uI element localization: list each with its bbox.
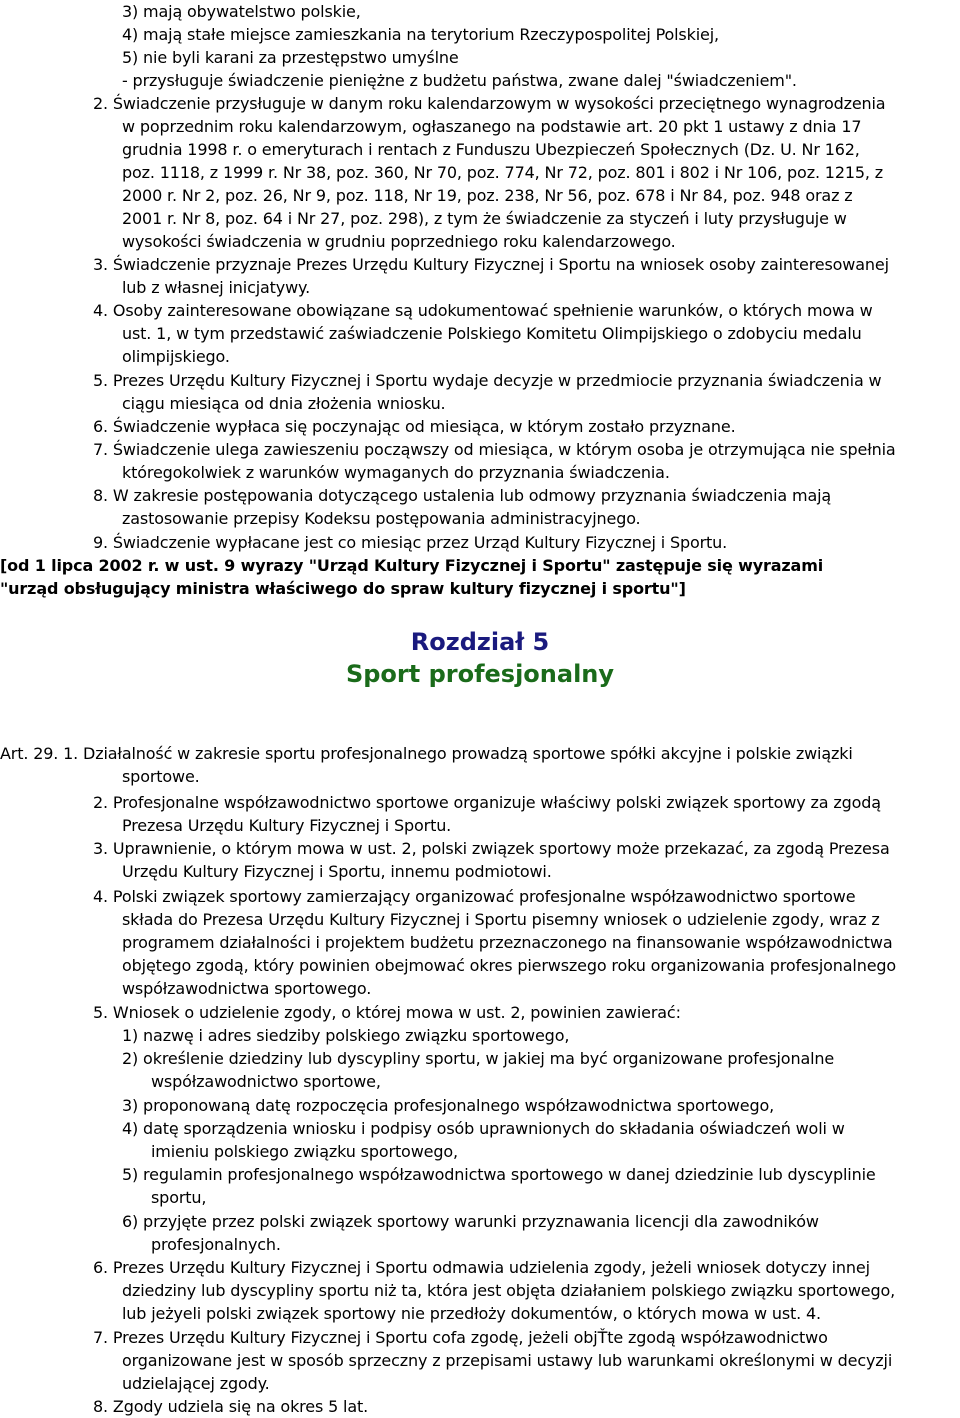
chapter-number: Rozdział 5 (410, 628, 550, 656)
text-line: lub z własnej inicjatywy. (122, 278, 311, 297)
text-line: 9. Świadczenie wypłacane jest co miesiąc przez Urząd Kultury Fizycznej i Sportu. (93, 533, 728, 552)
text-line: lub jeżyeli polski związek sportowy nie przedłoży dokumentów, o których mowa w ust. 4. (122, 1304, 821, 1323)
text-line: 3. Uprawnienie, o którym mowa w ust. 2, polski związek sportowy może przekazać, za zgodą Prezesa (93, 839, 890, 858)
text-line: 3) mają obywatelstwo polskie, (122, 2, 361, 21)
text-line: programem działalności i projektem budżetu przeznaczonego na finansowanie współzawodnictwa (122, 933, 893, 952)
text-line: objętego zgodą, który powinien obejmować okres pierwszego roku organizowania profesjonalnego (122, 956, 897, 975)
text-line: 2. Profesjonalne współzawodnictwo sportowe organizuje właściwy polski związek sportowy za zgodą (93, 793, 881, 812)
text-line: współzawodnictwo sportowe, (151, 1072, 381, 1091)
text-line: 2. Świadczenie przysługuje w danym roku kalendarzowym w wysokości przeciętnego wynagrodzenia (93, 94, 886, 113)
text-line: 8. W zakresie postępowania dotyczącego ustalenia lub odmowy przyznania świadczenia mają (93, 486, 832, 505)
amendment-note-line: [od 1 lipca 2002 r. w ust. 9 wyrazy "Urząd Kultury Fizycznej i Sportu" zastępuje się wyrazami (0, 556, 824, 575)
text-line: 1) nazwę i adres siedziby polskiego związku sportowego, (122, 1026, 570, 1045)
text-line: ust. 1, w tym przedstawić zaświadczenie Polskiego Komitetu Olimpijskiego o zdobyciu medalu (122, 324, 862, 343)
text-line: 6. Prezes Urzędu Kultury Fizycznej i Sportu odmawia udzielenia zgody, jeżeli wniosek dotyczy innej (93, 1258, 870, 1277)
text-line: 4. Polski związek sportowy zamierzający organizować profesjonalne współzawodnictwo sportowe (93, 887, 856, 906)
text-line: 2001 r. Nr 8, poz. 64 i Nr 27, poz. 298), z tym że świadczenie za styczeń i luty przysługuje w (122, 209, 847, 228)
text-line: 7. Prezes Urzędu Kultury Fizycznej i Sportu cofa zgodę, jeżeli objŤte zgodą współzawodnictwo (93, 1328, 828, 1347)
text-line: profesjonalnych. (151, 1235, 281, 1254)
text-line: poz. 1118, z 1999 r. Nr 38, poz. 360, Nr 70, poz. 774, Nr 72, poz. 801 i 802 i Nr 106, poz. 1215, z (122, 163, 884, 182)
text-line: sportu, (151, 1188, 207, 1207)
text-line: 6. Świadczenie wypłaca się poczynając od miesiąca, w którym zostało przyznane. (93, 417, 736, 436)
text-line: 5. Wniosek o udzielenie zgody, o której mowa w ust. 2, powinien zawierać: (93, 1003, 681, 1022)
text-line: współzawodnictwa sportowego. (122, 979, 372, 998)
text-line: sportowe. (122, 767, 200, 786)
text-line: 4. Osoby zainteresowane obowiązane są udokumentować spełnienie warunków, o których mowa w (93, 301, 873, 320)
text-line: 2000 r. Nr 2, poz. 26, Nr 9, poz. 118, Nr 19, poz. 238, Nr 56, poz. 678 i Nr 84, poz. 948 oraz z (122, 186, 853, 205)
text-line: 4) datę sporządzenia wniosku i podpisy osób uprawnionych do składania oświadczeń woli w (122, 1119, 845, 1138)
text-line: 5. Prezes Urzędu Kultury Fizycznej i Sportu wydaje decyzje w przedmiocie przyznania świadczenia w (93, 371, 882, 390)
text-line: udzielającej zgody. (122, 1374, 270, 1393)
text-line: organizowane jest w sposób sprzeczny z przepisami ustawy lub warunkami określonymi w decyzji (122, 1351, 893, 1370)
text-line: składa do Prezesa Urzędu Kultury Fizycznej i Sportu pisemny wniosek o udzielenie zgody, wraz z (122, 910, 880, 929)
text-line: 6) przyjęte przez polski związek sportowy warunki przyznawania licencji dla zawodników (122, 1212, 819, 1231)
chapter-name: Sport profesjonalny (345, 660, 615, 688)
text-line: któregokolwiek z warunków wymaganych do przyznania świadczenia. (122, 463, 670, 482)
text-line: 8. Zgody udziela się na okres 5 lat. (93, 1397, 369, 1416)
text-line: dziedziny lub dyscypliny sportu niż ta, która jest objęta działaniem polskiego związku sportowego, (122, 1281, 896, 1300)
text-line: Art. 29. 1. Działalność w zakresie sportu profesjonalnego prowadzą sportowe spółki akcyjne i polskie związki (0, 744, 853, 763)
text-line: - przysługuje świadczenie pieniężne z budżetu państwa, zwane dalej "świadczeniem". (122, 71, 797, 90)
text-line: 3. Świadczenie przyznaje Prezes Urzędu Kultury Fizycznej i Sportu na wniosek osoby zainteresowanej (93, 255, 889, 274)
text-line: zastosowanie przepisy Kodeksu postępowania administracyjnego. (122, 509, 641, 528)
text-line: wysokości świadczenia w grudniu poprzedniego roku kalendarzowego. (122, 232, 676, 251)
text-line: 7. Świadczenie ulega zawieszeniu począwszy od miesiąca, w którym osoba je otrzymująca nie spełnia (93, 440, 896, 459)
text-line: 5) regulamin profesjonalnego współzawodnictwa sportowego w danej dziedzinie lub dyscyplinie (122, 1165, 876, 1184)
text-line: olimpijskiego. (122, 347, 230, 366)
text-line: 5) nie byli karani za przestępstwo umyślne (122, 48, 459, 67)
text-line: grudnia 1998 r. o emeryturach i rentach z Funduszu Ubezpieczeń Społecznych (Dz. U. Nr 162, (122, 140, 860, 159)
text-line: 3) proponowaną datę rozpoczęcia profesjonalnego współzawodnictwa sportowego, (122, 1096, 775, 1115)
text-line: Urzędu Kultury Fizycznej i Sportu, innemu podmiotowi. (122, 862, 552, 881)
text-line: 2) określenie dziedziny lub dyscypliny sportu, w jakiej ma być organizowane profesjonalne (122, 1049, 835, 1068)
text-line: imieniu polskiego związku sportowego, (151, 1142, 458, 1161)
text-line: Prezesa Urzędu Kultury Fizycznej i Sportu. (122, 816, 452, 835)
text-line: w poprzednim roku kalendarzowym, ogłaszanego na podstawie art. 20 pkt 1 ustawy z dnia 17 (122, 117, 862, 136)
amendment-note-line: "urząd obsługujący ministra właściwego do spraw kultury fizycznej i sportu"] (0, 579, 686, 598)
text-line: 4) mają stałe miejsce zamieszkania na terytorium Rzeczypospolitej Polskiej, (122, 25, 719, 44)
text-line: ciągu miesiąca od dnia złożenia wniosku. (122, 394, 446, 413)
